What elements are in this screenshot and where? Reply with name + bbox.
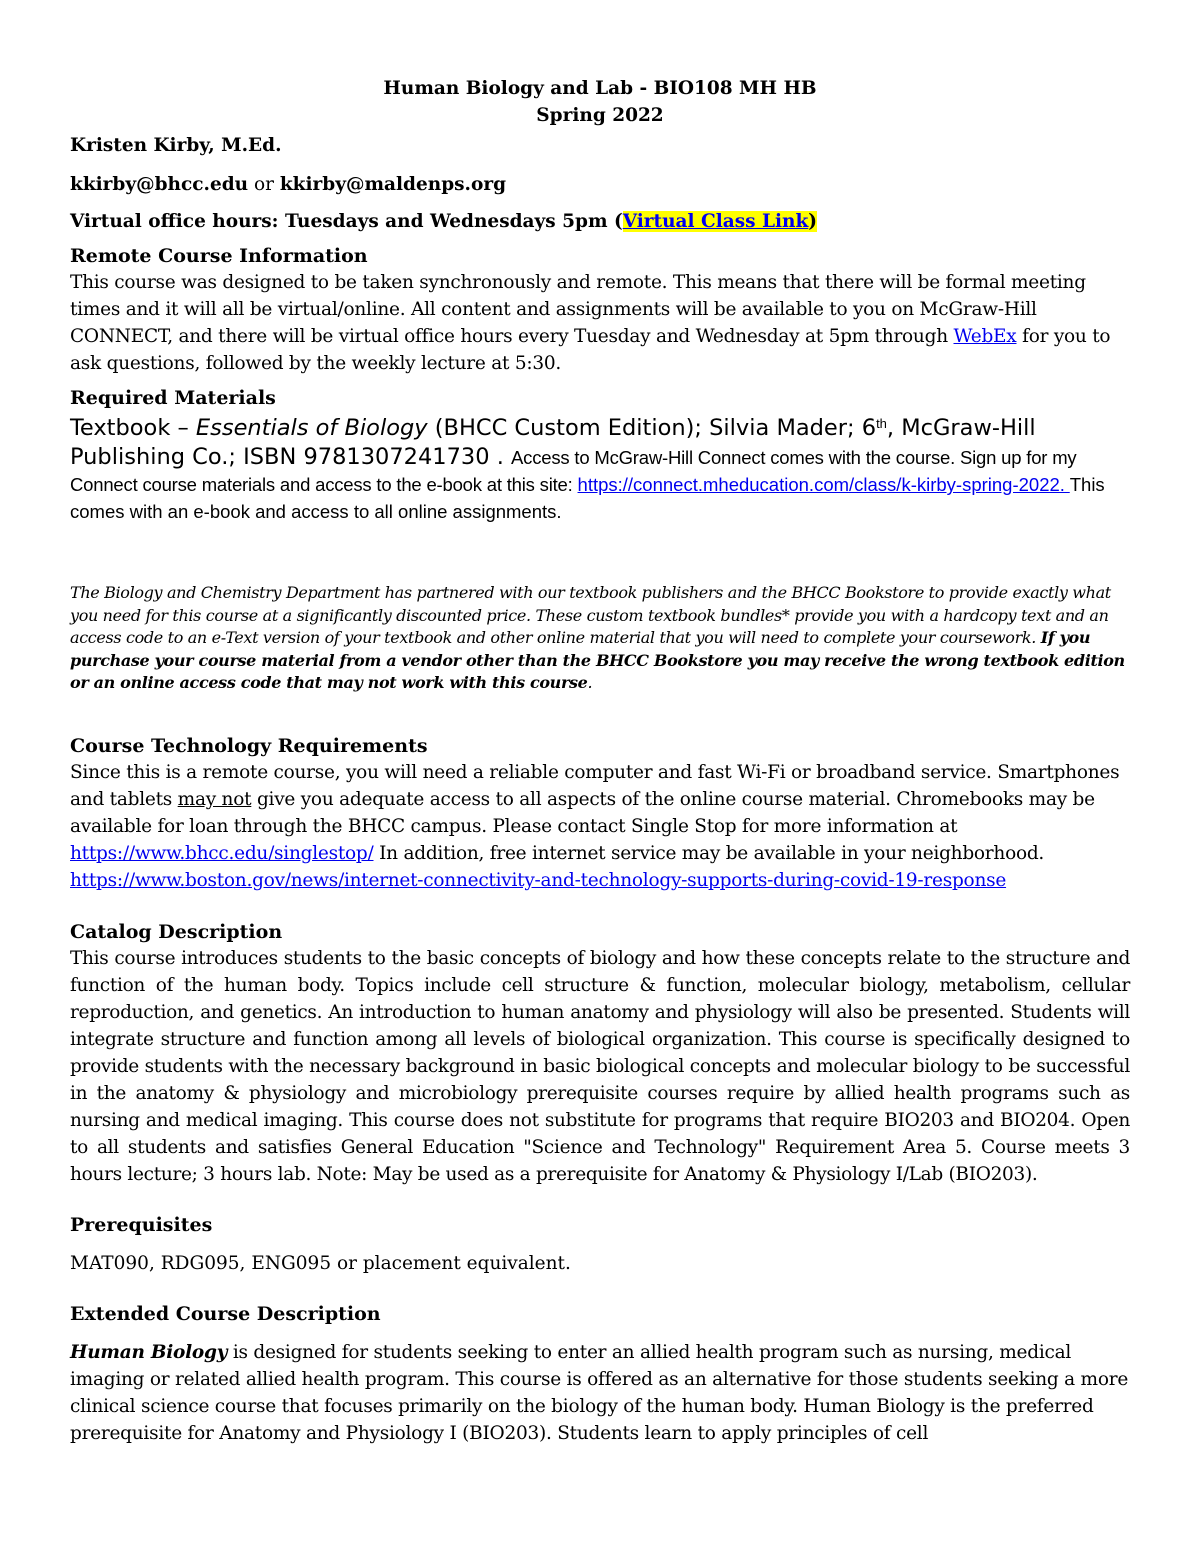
materials-paragraph (70, 411, 1130, 526)
tech-paragraph (70, 759, 1130, 894)
extended-text: is designed for students seeking to enter an allied health program such as nursing, medical imaging or related allied health program. This course is offered as an alternative for those students seeking a more clinical science course that focuses primarily on the biology of the human body. Human Biology is the preferred prerequisite for Anatomy and Physiology I (BIO203). Students learn to apply principles of cell (70, 1341, 1129, 1444)
catalog-heading: Catalog Description (70, 920, 283, 943)
bookstore-note-text: The Biology and Chemistry Department has partnered with our textbook publishers and the BHCC Bookstore to provide exactly what you need for this course at a significantly discounted price. These custom textbook bundles* provide you with a hardcopy text and an access code to an e-Text version of your textbook and other online material that you will need to complete your coursework. (70, 583, 1111, 648)
textbook-prefix: Textbook – (70, 415, 196, 442)
tech-text-2: give you adequate access to all aspects of the online course material. Chromebooks may be available for loan through the BHCC campus. Please contact Single Stop for more information at (70, 788, 1095, 837)
office-hours (70, 208, 1130, 235)
virtual-class-link[interactable]: Virtual Class Link (622, 211, 809, 232)
bookstore-note (70, 582, 1130, 695)
textbook-details: (BHCC Custom Edition); Silvia Mader; 6 (427, 415, 877, 442)
boston-internet-link[interactable]: https://www.boston.gov/news/internet-connectivity-and-technology-supports-during-covid-19-response (70, 869, 1007, 891)
office-hours-text: Virtual office hours: Tuesdays and Wednesdays 5pm ( (70, 211, 623, 232)
bookstore-warning: If you purchase your course material from a vendor other than the BHCC Bookstore you may receive the wrong textbook edition or an online access code that may not work with this course (70, 628, 1125, 693)
connect-after: This comes with an e-book and access to all online assignments. (70, 474, 1105, 523)
webex-link[interactable]: WebEx (953, 326, 1017, 347)
extended-lead: Human Biology (70, 1341, 228, 1363)
email-bhcc[interactable]: kkirby@bhcc.edu (70, 174, 249, 195)
textbook-title: Essentials of Biology (195, 415, 428, 442)
prereq-heading: Prerequisites (70, 1213, 213, 1236)
tech-text-1: Since this is a remote course, you will need a reliable computer and fast Wi-Fi or broadband service. Smartphones and tablets (70, 761, 1120, 810)
tech-heading: Course Technology Requirements (70, 734, 428, 757)
connect-link[interactable]: https://connect.mheducation.com/class/k-kirby-spring-2022. (577, 474, 1070, 496)
prereq-text: MAT090, RDG095, ENG095 or placement equivalent. (70, 1252, 571, 1274)
email-malden[interactable]: kkirby@maldenps.org (279, 174, 507, 195)
edition-sup: th (876, 416, 887, 431)
tech-text-3: In addition, free internet service may be available in your neighborhood. (373, 842, 1045, 864)
remote-text-end: for you to ask questions, followed by the weekly lecture at 5:30. (70, 326, 1111, 374)
instructor-name: Kristen Kirby, M.Ed. (70, 135, 282, 156)
title-line-term: Spring 2022 (536, 105, 664, 126)
bookstore-note-end: . (587, 673, 593, 693)
office-hours-close: ) (808, 211, 818, 232)
catalog-paragraph: This course introduces students to the basic concepts of biology and how these concepts relate to the structure and function of the human body. Topics include cell structure & function, molecular biology, metabolism, cellular reproduction, and genetics. An introduction to human anatomy and physiology will also be presented. Students will integrate structure and function among all levels of biological organization. This course is specifically designed to provide students with the necessary background in basic biological concepts and molecular biology to be successful in the anatomy & physiology and microbiology prerequisite courses require by allied health programs such as nursing and medical imaging. This course does not substitute for programs that require BIO203 and BIO204. Open to all students and satisfies General Education "Science and Technology" Requirement Area 5. Course meets 3 hours lecture; 3 hours lab. Note: May be used as a prerequisite for Anatomy & Physiology I/Lab (BIO203). (70, 947, 1130, 1185)
title-line-course: Human Biology and Lab - BIO108 MH HB (383, 78, 817, 99)
extended-paragraph (70, 1339, 1130, 1447)
email-or: or (248, 174, 280, 195)
singlestop-link[interactable]: https://www.bhcc.edu/singlestop/ (70, 842, 374, 864)
access-text: Access to McGraw-Hill Connect comes with the course. Sign up for my Connect course materials and access to the e-book at this site: (70, 447, 1077, 496)
may-not-emphasis: may not (177, 788, 252, 810)
remote-text: This course was designed to be taken synchronously and remote. This means that there will be formal meeting times and it will all be virtual/online. All content and assignments will be available to you on McGraw-Hill CONNECT, and there will be virtual office hours every Tuesday and Wednesday at 5pm through (70, 272, 1086, 347)
textbook-publisher: , McGraw-Hill Publishing Co.; ISBN 9781307241730 . (70, 415, 1036, 471)
extended-heading: Extended Course Description (70, 1302, 381, 1325)
instructor-emails (70, 171, 1130, 198)
document-title (70, 75, 1130, 129)
materials-heading: Required Materials (70, 387, 276, 409)
remote-paragraph (70, 269, 1130, 377)
remote-heading: Remote Course Information (70, 245, 368, 267)
